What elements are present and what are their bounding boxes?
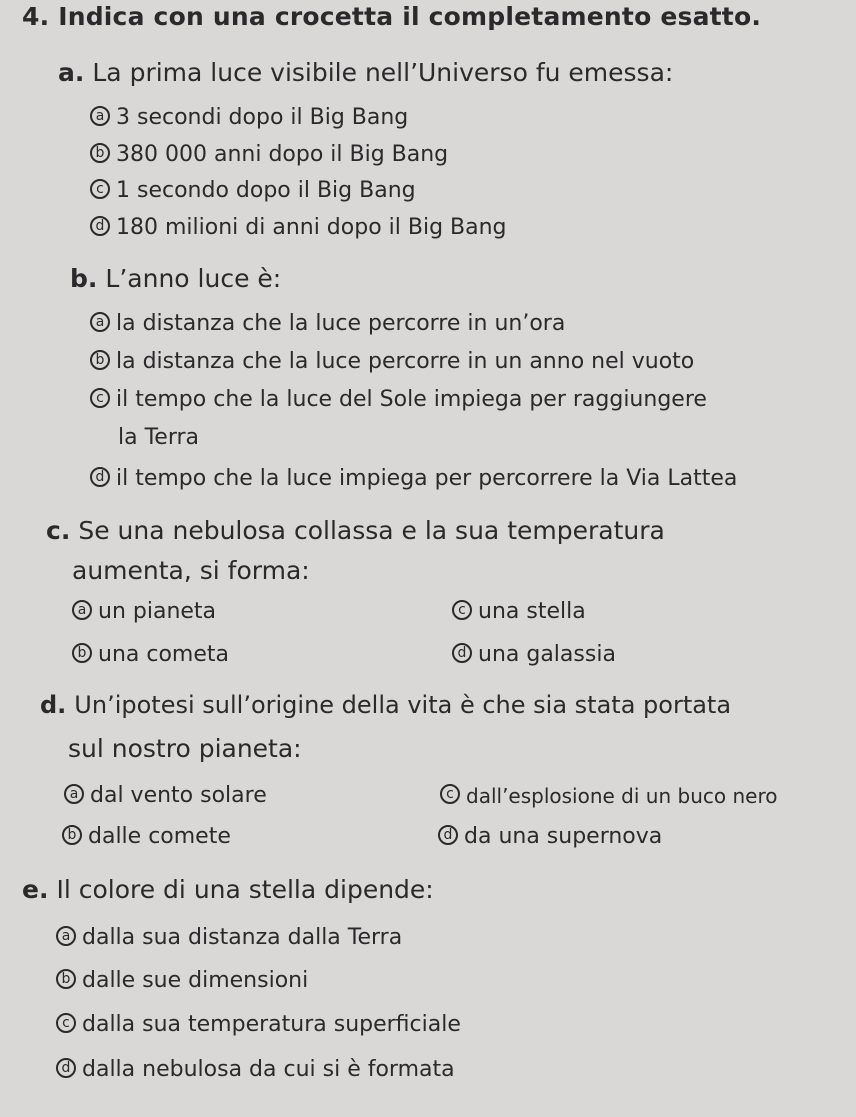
option-circle[interactable]: a [72,600,92,620]
option-text: da una supernova [464,824,663,849]
option-text: dalle sue dimensioni [82,968,309,993]
option-text: la distanza che la luce percorre in un’ora [116,311,566,336]
option-circle[interactable]: d [452,643,472,663]
option-b-d[interactable] [90,465,737,493]
option-d-b[interactable] [62,823,231,851]
option-e-a[interactable] [56,924,402,952]
option-text: il tempo che la luce impiega per percorrere la Via Lattea [116,466,738,491]
option-c-c[interactable] [452,598,586,626]
option-text: 180 milioni di anni dopo il Big Bang [116,215,507,240]
option-text: dalle comete [88,824,231,849]
option-b-b[interactable] [90,348,694,376]
option-e-b[interactable] [56,967,308,995]
option-circle[interactable]: d [90,216,110,236]
option-c-b[interactable] [72,641,229,669]
option-b-c-continued [118,424,199,452]
question-text-continued: sul nostro pianeta: [68,734,302,763]
question-letter: a. [58,58,85,87]
question-text: Il colore di una stella dipende: [56,875,434,904]
option-circle[interactable]: a [90,312,110,332]
question-text-continued: aumenta, si forma: [72,556,310,585]
option-a-d[interactable] [90,214,507,242]
option-circle[interactable]: d [438,825,458,845]
question-text: L’anno luce è: [105,264,282,293]
question-text: Se una nebulosa collassa e la sua temperatura [78,516,665,545]
option-text: una stella [478,599,586,624]
question-b [70,264,281,294]
option-circle[interactable]: d [56,1058,76,1078]
question-letter: d. [40,691,67,719]
option-text: una galassia [478,642,616,667]
option-text: la distanza che la luce percorre in un anno nel vuoto [116,349,695,374]
option-circle[interactable]: b [90,350,110,370]
option-d-d[interactable] [438,823,662,851]
option-text: 1 secondo dopo il Big Bang [116,178,416,203]
option-circle[interactable]: d [90,467,110,487]
option-b-a[interactable] [90,310,565,338]
option-text: dal vento solare [90,783,267,808]
option-text: una cometa [98,642,229,667]
question-text: La prima luce visibile nell’Universo fu emessa: [92,58,674,87]
option-a-b[interactable] [90,141,448,169]
question-c-continued [72,556,310,586]
option-circle[interactable]: a [64,784,84,804]
option-circle[interactable]: b [90,143,110,163]
option-circle[interactable]: c [440,784,460,804]
question-d-continued [68,734,302,764]
option-circle[interactable]: c [452,600,472,620]
option-circle[interactable]: a [90,106,110,126]
question-d [40,690,731,720]
option-text: il tempo che la luce del Sole impiega per raggiungere [116,387,707,412]
question-c [46,516,665,546]
option-text: 3 secondi dopo il Big Bang [116,105,409,130]
question-letter: e. [22,875,49,904]
option-circle[interactable]: a [56,926,76,946]
question-text: Un’ipotesi sull’origine della vita è che sia stata portata [74,691,732,719]
option-text: dalla sua temperatura superficiale [82,1012,461,1037]
question-e [22,875,434,905]
question-letter: c. [46,516,71,545]
question-a [58,58,673,88]
option-text: dall’esplosione di un buco nero [466,784,778,808]
option-circle[interactable]: b [62,825,82,845]
option-e-c[interactable] [56,1011,461,1039]
option-text: dalla nebulosa da cui si è formata [82,1057,455,1082]
option-d-c[interactable] [440,782,777,810]
option-text: dalla sua distanza dalla Terra [82,925,403,950]
option-c-d[interactable] [452,641,616,669]
option-text: un pianeta [98,599,217,624]
question-letter: b. [70,264,98,293]
option-circle[interactable]: b [56,969,76,989]
option-circle[interactable]: c [90,179,110,199]
exercise-title: 4. Indica con una crocetta il completamento esatto. [22,2,762,31]
option-e-d[interactable] [56,1056,455,1084]
option-b-c[interactable] [90,386,707,414]
option-text: 380 000 anni dopo il Big Bang [116,142,449,167]
option-c-a[interactable] [72,598,216,626]
option-text-continued: la Terra [118,425,200,450]
option-circle[interactable]: c [90,388,110,408]
option-a-c[interactable] [90,177,416,205]
option-a-a[interactable] [90,104,408,132]
option-circle[interactable]: c [56,1013,76,1033]
option-circle[interactable]: b [72,643,92,663]
option-d-a[interactable] [64,782,267,810]
